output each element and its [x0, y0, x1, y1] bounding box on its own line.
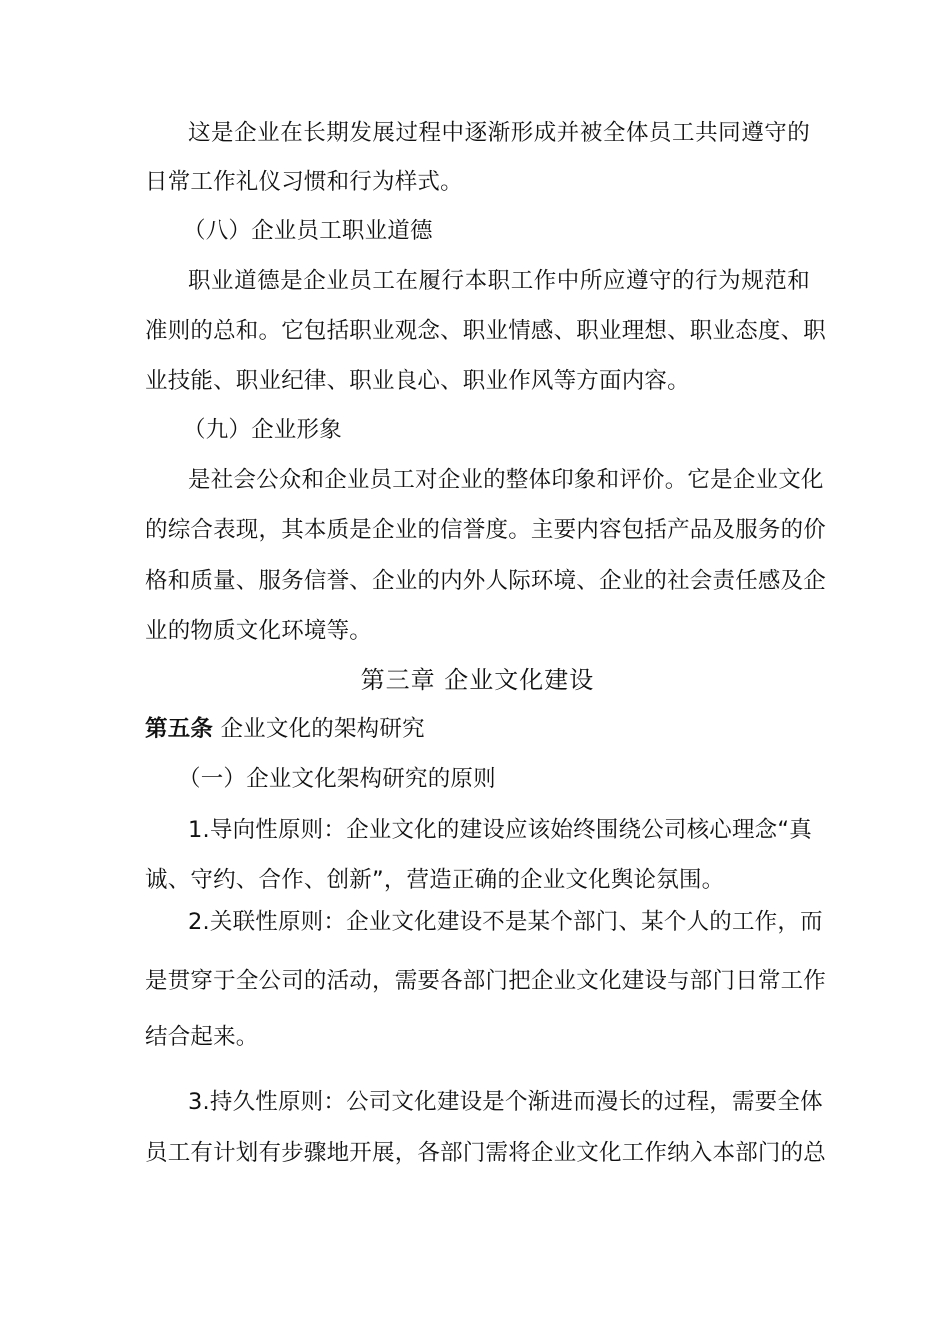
paragraph-line: 日常工作礼仪习惯和行为样式。: [145, 169, 463, 195]
paragraph-line: 格和质量、服务信誉、企业的内外人际环境、企业的社会责任感及企: [145, 568, 827, 594]
paragraph-line: 业技能、职业纪律、职业良心、职业作风等方面内容。: [145, 368, 690, 394]
subsection-heading: （一）企业文化架构研究的原则: [178, 766, 496, 792]
paragraph-line: 诚、守约、合作、创新”，营造正确的企业文化舆论氛围。: [145, 867, 725, 893]
paragraph-line: 职业道德是企业员工在履行本职工作中所应遵守的行为规范和: [188, 268, 810, 294]
section-heading-8: （八）企业员工职业道德: [183, 218, 433, 244]
section-heading-9: （九）企业形象: [183, 417, 342, 443]
article-title: 企业文化的架构研究: [220, 716, 425, 742]
paragraph-line: 的综合表现，其本质是企业的信誉度。主要内容包括产品及服务的价: [145, 517, 827, 543]
paragraph-line: 3.持久性原则：公司文化建设是个渐进而漫长的过程，需要全体: [188, 1089, 823, 1115]
paragraph-line: 是社会公众和企业员工对企业的整体印象和评价。它是企业文化: [188, 467, 824, 493]
article-heading: [145, 714, 810, 744]
paragraph-line: 2.关联性原则：企业文化建设不是某个部门、某个人的工作，而: [188, 909, 823, 935]
article-number: 第五条: [145, 716, 214, 742]
chapter-title: 第三章 企业文化建设: [360, 666, 595, 694]
paragraph-line: 员工有计划有步骤地开展，各部门需将企业文化工作纳入本部门的总: [145, 1140, 827, 1166]
paragraph-line: 准则的总和。它包括职业观念、职业情感、职业理想、职业态度、职: [145, 318, 827, 344]
paragraph-line: 业的物质文化环境等。: [145, 618, 373, 644]
paragraph-line: 结合起来。: [145, 1024, 259, 1050]
paragraph-line: 1.导向性原则：企业文化的建设应该始终围绕公司核心理念“真: [188, 817, 812, 843]
paragraph-line: 是贯穿于全公司的活动，需要各部门把企业文化建设与部门日常工作: [145, 968, 827, 994]
paragraph-line: 这是企业在长期发展过程中逐渐形成并被全体员工共同遵守的: [188, 120, 810, 146]
